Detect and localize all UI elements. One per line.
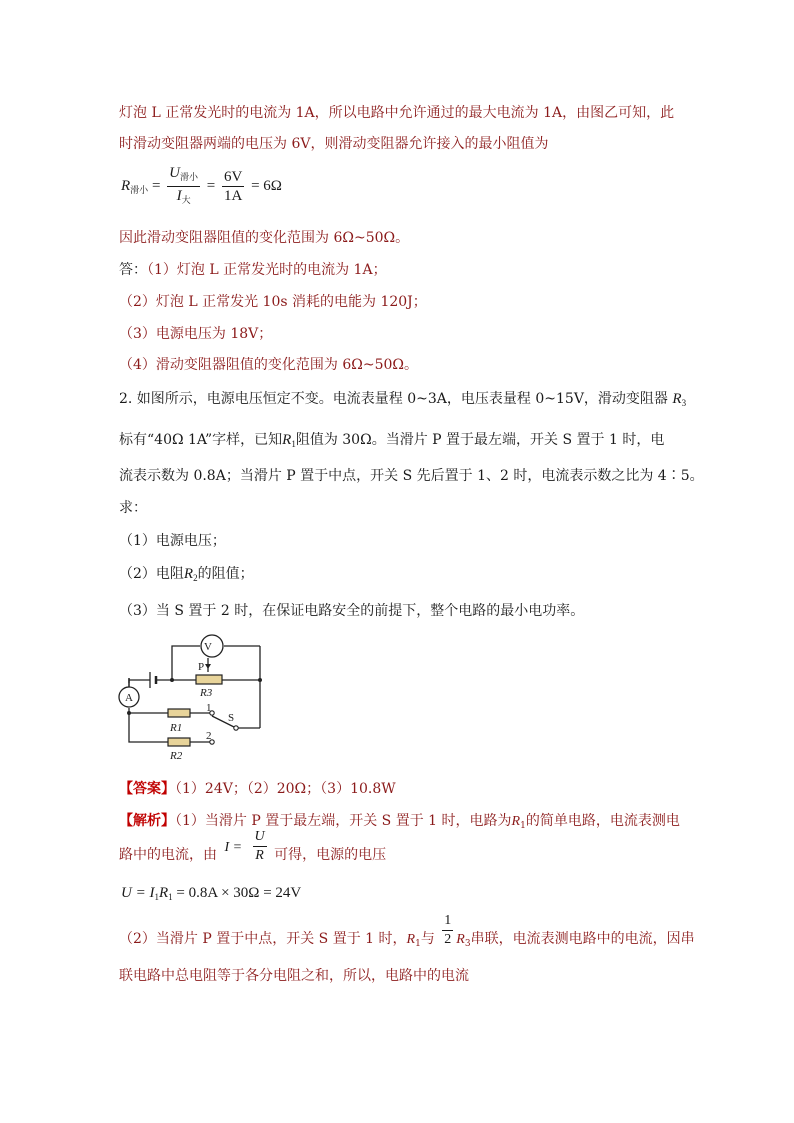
analysis-line: 联电路中总电阻等于各分电阻之和，所以，电路中的电流 (119, 968, 469, 984)
svg-text:2: 2 (206, 730, 212, 742)
svg-text:R2: R2 (170, 750, 183, 762)
answer-line: （3）电源电压为 18V； (119, 326, 273, 342)
answer-line: （2）灯泡 L 正常发光 10s 消耗的电能为 120J； (119, 294, 427, 310)
resistor-r2 (168, 738, 190, 746)
question-line: （2）电阻$R_2$的阻值； (119, 566, 254, 583)
question-line: 2. 如图所示，电源电压恒定不变。电流表量程 0~3A，电压表量程 0~15V，滑动变阻器 $R_3$ (119, 391, 687, 408)
equation-min-resistance: $R_{滑小}$ = $\frac{U_{滑小}}{I_大}$ = $\frac{6V}{1A}$ = 6Ω (121, 164, 282, 209)
answer-line: 答：（1）灯泡 L 正常发光时的电流为 1A； (119, 262, 387, 278)
analysis-line: （2）当滑片 P 置于中点，开关 S 置于 1 时，$R_1$与 $\frac{1}{2}$ $R_3$串联，电流表测电路中的电流，因串 (119, 912, 695, 949)
fraction: $\frac{6V}{1A}$ (223, 169, 243, 204)
question-line: （1）电源电压； (119, 533, 226, 549)
question-line: 流表示数为 0.8A；当滑片 P 置于中点，开关 S 先后置于 1、2 时，电流表示数之比为 4∶5。 (119, 468, 704, 484)
question-line: 标有“40Ω 1A”字样，已知$R_1$阻值为 30Ω。当滑片 P 置于最左端，开关 S 置于 1 时，电 (119, 432, 665, 449)
slider-arrow-icon (205, 664, 211, 669)
text-line: 时滑动变阻器两端的电压为 6V，则滑动变阻器允许接入的最小阻值为 (119, 136, 549, 152)
analysis-line: 【解析】（1）当滑片 P 置于最左端，开关 S 置于 1 时，电路为$R_1$的简单电路，电流表测电 (119, 813, 680, 831)
equation-voltage: $U = I_1R_1 = 0.8A \times 30\Omega = 24V$ (121, 885, 302, 902)
rheostat-r3 (196, 675, 222, 684)
svg-text:A: A (125, 692, 133, 704)
fraction: $\frac{U_{滑小}}{I_大}$ (169, 165, 199, 205)
svg-text:R3: R3 (200, 687, 213, 699)
analysis-line: 路中的电流，由 I = $\frac{U}{R}$ 可得，电源的电压 (119, 828, 387, 863)
text-line: 灯泡 L 正常发光时的电流为 1A，所以电路中允许通过的最大电流为 1A，由图乙可知，此 (119, 105, 675, 121)
svg-text:1: 1 (206, 702, 212, 714)
text-line: 因此滑动变阻器阻值的变化范围为 6Ω~50Ω。 (119, 230, 410, 246)
svg-text:S: S (228, 712, 235, 724)
answer-summary: 【答案】（1）24V；（2）20Ω；（3）10.8W (119, 781, 396, 797)
svg-text:V: V (204, 641, 212, 653)
question-line: （3）当 S 置于 2 时，在保证电路安全的前提下，整个电路的最小电功率。 (119, 603, 585, 619)
question-line: 求： (119, 500, 147, 516)
svg-text:P: P (198, 661, 205, 673)
answer-line: （4）滑动变阻器阻值的变化范围为 6Ω~50Ω。 (119, 357, 419, 373)
resistor-r1 (168, 709, 190, 717)
circuit-diagram (112, 628, 272, 768)
svg-text:R1: R1 (170, 722, 183, 734)
